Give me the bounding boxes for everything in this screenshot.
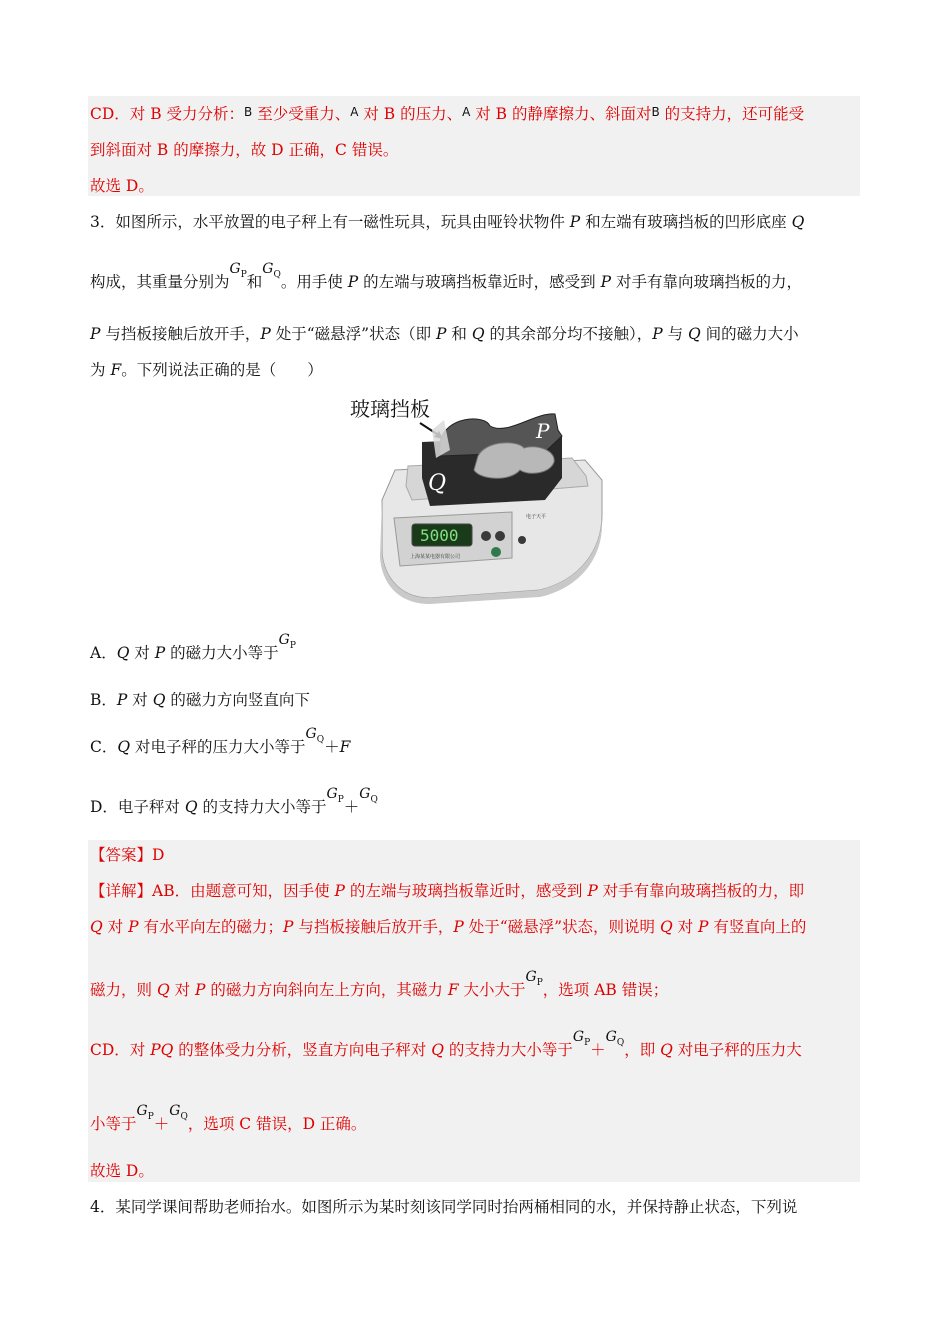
explanation-line-3: 磁力，则 Q 对 P 的磁力方向斜向左上方向，其磁力 F 大小大于$G_P$，选项 AB 错误；: [90, 969, 669, 999]
scale-maker: 上海某某电器有限公司: [410, 554, 461, 560]
prev-answer-line-2: 到斜面对 B 的摩擦力，故 D 正确，C 错误。: [90, 141, 399, 159]
explanation-line-2: Q 对 P 有水平向左的磁力；P 与挡板接触后放开手，P 处于“磁悬浮”状态，则说明 Q 对 P 有竖直向上的: [90, 918, 807, 936]
q3-line-2: 构成，其重量分别为$G_P$和$G_Q$。用手使 P 的左端与玻璃挡板靠近时，感受到 P 对手有靠向玻璃挡板的力，: [90, 261, 802, 291]
q3-line-4: 为 F。下列说法正确的是（ ）: [90, 361, 323, 379]
button-2: [495, 531, 505, 541]
option-d: D．电子秤对 Q 的支持力大小等于$G_P+G_Q$: [90, 786, 378, 816]
button-1: [481, 531, 491, 541]
symbol-gp: $G_P$: [229, 261, 247, 280]
q4-line-1: 4．某同学课间帮助老师抬水。如图所示为某时刻该同学同时抬两桶相同的水，并保持静止状态，下列说: [90, 1198, 798, 1216]
answer-tag: 【答案】D: [90, 846, 165, 864]
symbol-gq: $G_Q$: [169, 1103, 188, 1122]
label-p: P: [536, 419, 550, 443]
symbol-gq: $G_Q$: [605, 1029, 625, 1048]
symbol-gp: $G_P$: [572, 1029, 591, 1048]
symbol-gp: $G_P$: [326, 786, 344, 805]
option-b: B．P 对 Q 的磁力方向竖直向下: [90, 691, 310, 709]
symbol-gp: $G_P$: [278, 632, 296, 651]
prev-answer-line-3: 故选 D。: [90, 177, 154, 195]
option-c: C．Q 对电子秤的压力大小等于$G_Q+F$: [90, 726, 351, 756]
display-value: 5000: [420, 526, 459, 545]
explanation-line-5: 小等于$G_P+G_Q$，选项 C 错误，D 正确。: [90, 1103, 367, 1133]
scale-brand: 电子天平: [526, 514, 547, 520]
option-a: A．Q 对 P 的磁力大小等于$G_P$: [90, 632, 296, 662]
scale-figure: [340, 390, 610, 605]
symbol-gp: $G_P$: [525, 969, 543, 988]
symbol-gq: $G_Q$: [359, 786, 378, 805]
symbol-gq: $G_Q$: [305, 726, 325, 745]
button-3: [491, 547, 501, 557]
label-q: Q: [428, 471, 447, 496]
button-4: [518, 536, 526, 544]
q3-line-1: 3．如图所示，水平放置的电子秤上有一磁性玩具，玩具由哑铃状物件 P 和左端有玻璃挡板的凹形底座 Q: [90, 213, 805, 231]
explanation-line-4: CD．对 PQ 的整体受力分析，竖直方向电子秤对 Q 的支持力大小等于$G_P+G_Q$，即 Q 对电子秤的压力大: [90, 1029, 802, 1059]
explanation-line-6: 故选 D。: [90, 1162, 154, 1180]
symbol-gp: $G_P$: [136, 1103, 154, 1122]
symbol-gq: $G_Q$: [262, 261, 281, 280]
glass-plate-label: 玻璃挡板: [350, 397, 430, 421]
prev-answer-line-1: CD．对 B 受力分析：B 至少受重力、A 对 B 的压力、A 对 B 的静摩擦力、斜面对B 的支持力，还可能受: [90, 105, 805, 123]
explanation-line-1: 【详解】AB．由题意可知，因手使 P 的左端与玻璃挡板靠近时，感受到 P 对手有靠向玻璃挡板的力，即: [90, 882, 805, 900]
q3-line-3: P 与挡板接触后放开手，P 处于“磁悬浮”状态（即 P 和 Q 的其余部分均不接触），P 与 Q 间的磁力大小: [90, 325, 799, 343]
